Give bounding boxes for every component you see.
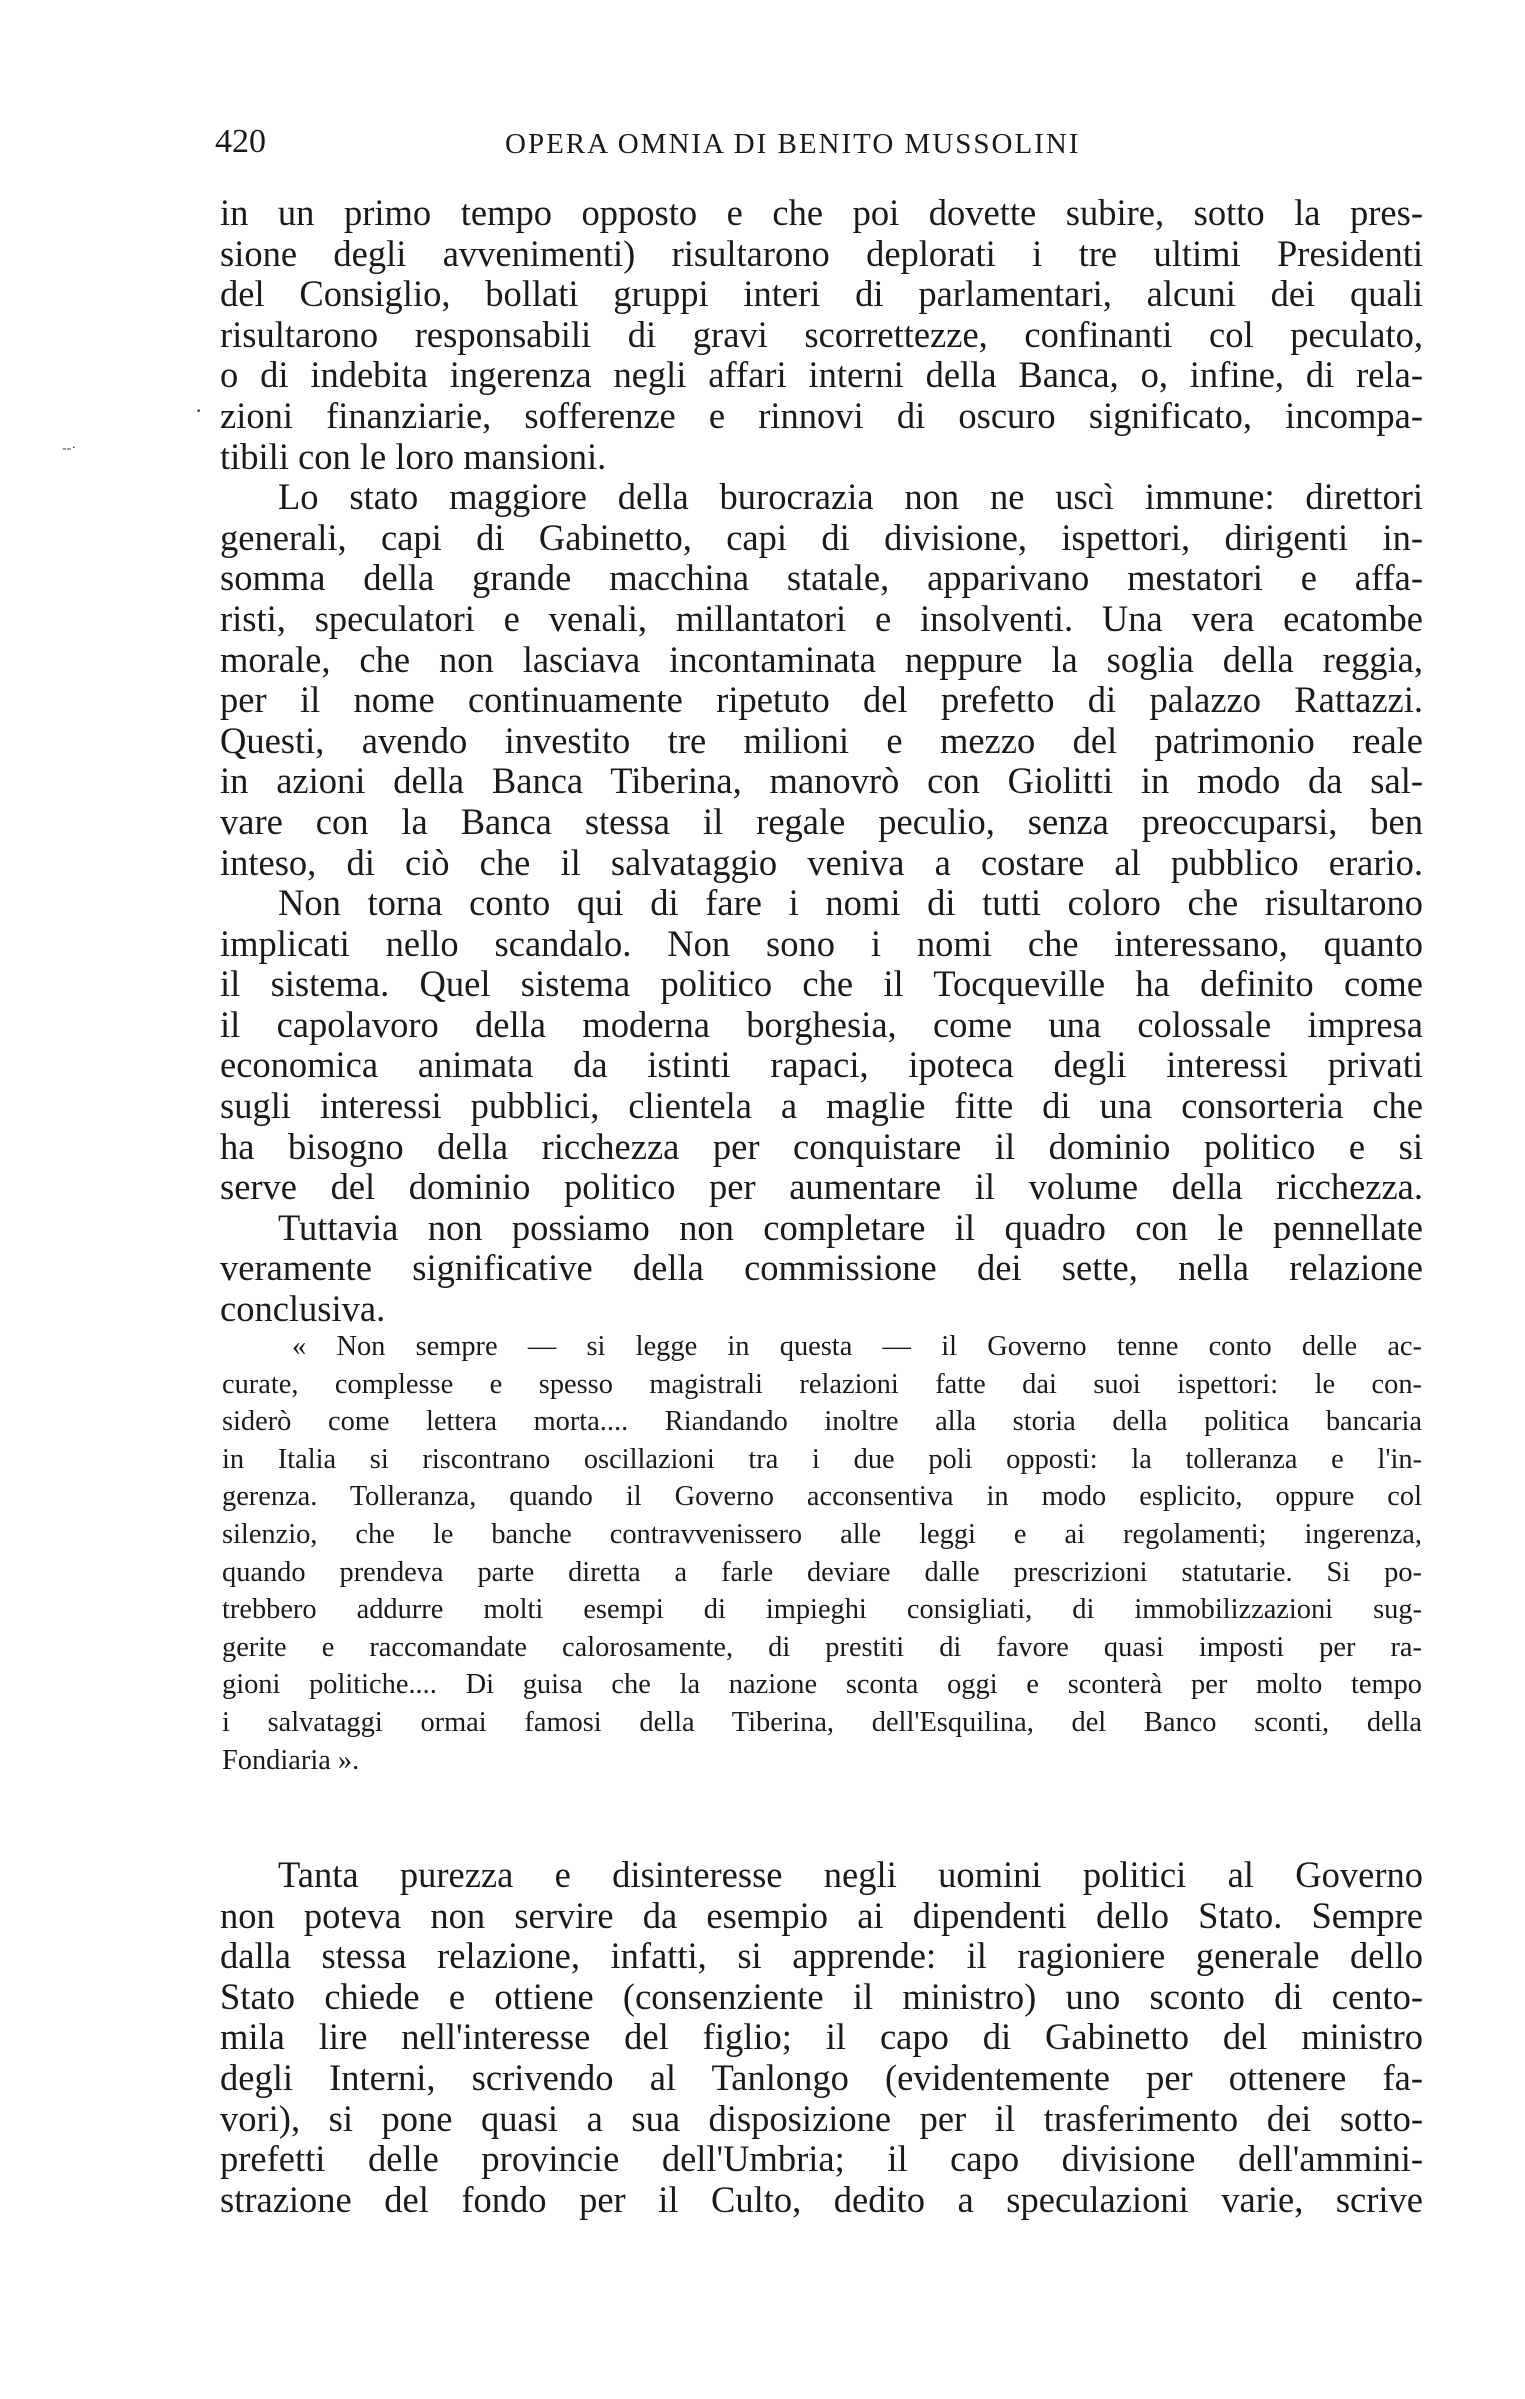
text-line: conclusiva. <box>220 1288 386 1330</box>
text-line: ha bisogno della ricchezza per conquistare il dominio politico e si <box>220 1125 1423 1167</box>
text-line: Non torna conto qui di fare i nomi di tutti coloro che risultarono <box>278 882 1423 924</box>
text-line: mila lire nell'interesse del figlio; il capo di Gabinetto del ministro <box>220 2016 1423 2058</box>
text-line: sione degli avvenimenti) risultarono deplorati i tre ultimi Presidenti <box>220 232 1423 274</box>
running-title: OPERA OMNIA DI BENITO MUSSOLINI <box>505 128 1081 160</box>
text-line: prefetti delle provincie dell'Umbria; il capo divisione dell'ammini- <box>220 2138 1423 2180</box>
quote-line: gioni politiche.... Di guisa che la nazione sconta oggi e sconterà per molto tempo <box>222 1669 1422 1701</box>
quote-line: siderò come lettera morta.... Riandando inoltre alla storia della politica bancaria <box>222 1406 1422 1438</box>
quote-line: Fondiaria ». <box>222 1744 360 1776</box>
text-line: o di indebita ingerenza negli affari interni della Banca, o, infine, di rela- <box>220 354 1423 396</box>
text-line: del Consiglio, bollati gruppi interi di parlamentari, alcuni dei quali <box>220 273 1423 315</box>
body-paragraphs-2 <box>220 1855 1423 2220</box>
text-line: degli Interni, scrivendo al Tanlongo (evidentemente per ottenere fa- <box>220 2056 1423 2098</box>
text-line: non poteva non servire da esempio ai dipendenti dello Stato. Sempre <box>220 1894 1423 1936</box>
quote-line: quando prendeva parte diretta a farle deviare dalle prescrizioni statutarie. Si po- <box>222 1556 1422 1588</box>
margin-mark-1: · <box>195 398 203 423</box>
margin-mark-2: --· <box>62 441 76 456</box>
text-line: strazione del fondo per il Culto, dedito a speculazioni varie, scrive <box>220 2178 1423 2220</box>
text-line: zioni finanziarie, sofferenze e rinnovi di oscuro significato, incompa- <box>220 394 1423 436</box>
text-line: vare con la Banca stessa il regale peculio, senza preoccuparsi, ben <box>220 800 1423 842</box>
text-line: sugli interessi pubblici, clientela a maglie fitte di una consorteria che <box>220 1085 1423 1127</box>
text-line: inteso, di ciò che il salvataggio veniva a costare al pubblico erario. <box>220 841 1423 883</box>
text-line: tibili con le loro mansioni. <box>220 435 607 477</box>
page-number: 420 <box>215 123 266 160</box>
text-line: morale, che non lasciava incontaminata neppure la soglia della reggia, <box>220 638 1423 680</box>
quote-line: curate, complesse e spesso magistrali relazioni fatte dai suoi ispettori: le con- <box>222 1368 1422 1400</box>
text-line: dalla stessa relazione, infatti, si apprende: il ragioniere generale dello <box>220 1935 1423 1977</box>
quote-line: gerenza. Tolleranza, quando il Governo acconsentiva in modo esplicito, oppure col <box>222 1481 1422 1513</box>
text-line: Tanta purezza e disinteresse negli uomini politici al Governo <box>278 1854 1423 1895</box>
text-line: Stato chiede e ottiene (consenziente il ministro) uno sconto di cento- <box>220 1975 1423 2017</box>
block-quote <box>222 1328 1422 1779</box>
text-line: veramente significative della commissione dei sette, nella relazione <box>220 1247 1423 1289</box>
quote-line: trebbero addurre molti esempi di impieghi consigliati, di immobilizzazioni sug- <box>222 1594 1422 1626</box>
quote-line: silenzio, che le banche contravvenissero alle leggi e ai regolamenti; ingerenza, <box>222 1518 1422 1550</box>
text-line: per il nome continuamente ripetuto del prefetto di palazzo Rattazzi. <box>220 679 1423 721</box>
text-line: il sistema. Quel sistema politico che il Tocqueville ha definito come <box>220 963 1423 1005</box>
text-line: Lo stato maggiore della burocrazia non ne uscì immune: direttori <box>278 476 1423 518</box>
text-line: in azioni della Banca Tiberina, manovrò con Giolitti in modo da sal- <box>220 760 1423 802</box>
quote-line: in Italia si riscontrano oscillazioni tra i due poli opposti: la tolleranza e l'in- <box>222 1443 1422 1475</box>
quote-line: « Non sempre — si legge in questa — il Governo tenne conto delle ac- <box>292 1331 1422 1362</box>
text-line: implicati nello scandalo. Non sono i nomi che interessano, quanto <box>220 922 1423 964</box>
body-paragraphs-1 <box>220 193 1423 1330</box>
text-line: il capolavoro della moderna borghesia, come una colossale impresa <box>220 1003 1423 1045</box>
text-line: risti, speculatori e venali, millantatori e insolventi. Una vera ecatombe <box>220 597 1423 639</box>
text-line: vori), si pone quasi a sua disposizione per il trasferimento dei sotto- <box>220 2097 1423 2139</box>
text-line: somma della grande macchina statale, apparivano mestatori e affa- <box>220 557 1423 599</box>
text-line: serve del dominio politico per aumentare il volume della ricchezza. <box>220 1166 1423 1208</box>
text-line: risultarono responsabili di gravi scorrettezze, confinanti col peculato, <box>220 313 1423 355</box>
page-header <box>215 120 1415 170</box>
quote-line: gerite e raccomandate calorosamente, di prestiti di favore quasi imposti per ra- <box>222 1631 1422 1663</box>
text-line: economica animata da istinti rapaci, ipoteca degli interessi privati <box>220 1044 1423 1086</box>
text-line: in un primo tempo opposto e che poi dovette subire, sotto la pres- <box>220 192 1423 233</box>
text-line: Questi, avendo investito tre milioni e mezzo del patrimonio reale <box>220 719 1423 761</box>
quote-line: i salvataggi ormai famosi della Tiberina, dell'Esquilina, del Banco sconti, della <box>222 1706 1422 1738</box>
text-line: Tuttavia non possiamo non completare il quadro con le pennellate <box>278 1206 1423 1248</box>
text-line: generali, capi di Gabinetto, capi di divisione, ispettori, dirigenti in- <box>220 516 1423 558</box>
